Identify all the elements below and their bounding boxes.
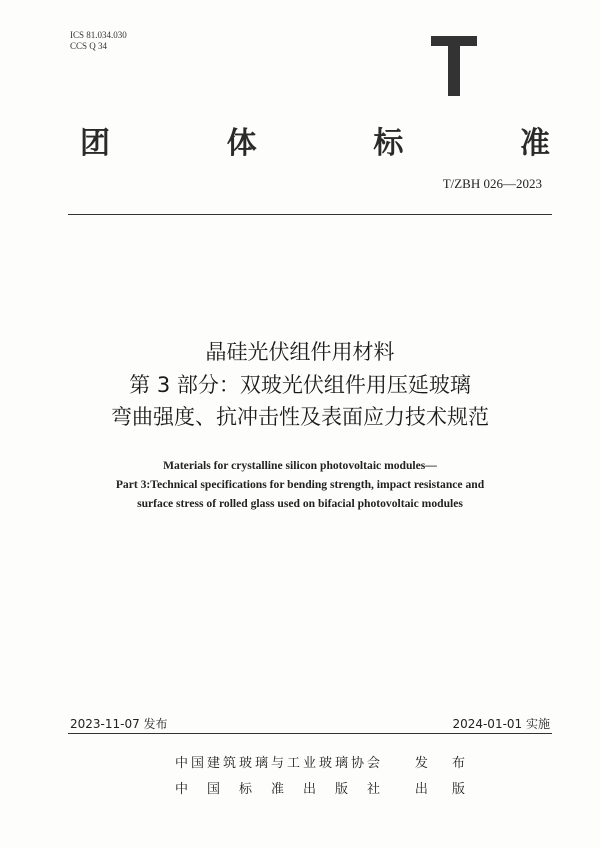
publisher-role: 发 布 bbox=[414, 756, 475, 771]
title-en-line-1: Materials for crystalline silicon photovoltaic modules— bbox=[163, 459, 437, 472]
standard-type-char: 团 bbox=[80, 126, 110, 161]
t-logo-icon bbox=[431, 36, 477, 96]
publisher-name: 中国标准出版社 bbox=[175, 782, 400, 797]
top-divider bbox=[68, 214, 552, 215]
ics-code: ICS 81.034.030 bbox=[70, 30, 127, 40]
standard-number: T/ZBH 026—2023 bbox=[442, 176, 542, 191]
title-en-line-3: surface stress of rolled glass used on bifacial photovoltaic modules bbox=[137, 497, 463, 510]
standard-type-char: 标 bbox=[373, 126, 404, 161]
title-zh-line-2: 第 3 部分：双玻光伏组件用压延玻璃 bbox=[129, 373, 471, 397]
standard-type-char: 准 bbox=[519, 126, 550, 161]
title-zh-line-1: 晶硅光伏组件用材料 bbox=[205, 340, 395, 364]
implementation-date: 2024-01-01 实施 bbox=[452, 717, 550, 731]
title-en-line-2: Part 3:Technical specifications for bending strength, impact resistance and bbox=[115, 478, 485, 491]
bottom-divider bbox=[68, 733, 552, 734]
publisher-row bbox=[175, 778, 475, 797]
standard-type-heading bbox=[80, 118, 550, 162]
title-zh-line-3: 弯曲强度、抗冲击性及表面应力技术规范 bbox=[111, 405, 489, 429]
classification-codes bbox=[70, 30, 127, 52]
standard-type-char: 体 bbox=[226, 126, 257, 161]
publisher-row bbox=[175, 752, 475, 771]
title-en bbox=[0, 456, 600, 513]
ccs-code: CCS Q 34 bbox=[70, 41, 108, 51]
publisher-role: 出 版 bbox=[414, 782, 475, 797]
issue-date: 2023-11-07 发布 bbox=[70, 717, 168, 731]
publisher-name: 中国建筑玻璃与工业玻璃协会 bbox=[175, 756, 384, 771]
